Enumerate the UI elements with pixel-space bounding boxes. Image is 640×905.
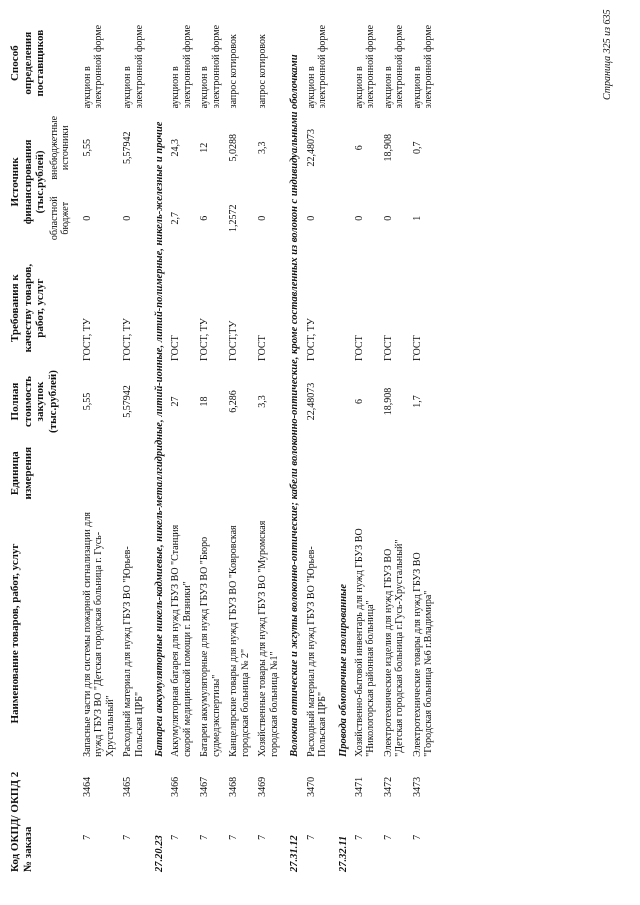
group-heading xyxy=(283,15,302,875)
row-kod: 7 xyxy=(170,834,182,840)
row-unit xyxy=(196,439,225,507)
row-unit xyxy=(351,439,380,507)
row-name: Хозяйственные товары для нужд ГБУЗ ВО "Муромская городская больница №1" xyxy=(257,520,280,757)
row-funding-vnb: 0,7 xyxy=(411,141,423,155)
group-code: 27.20.23 xyxy=(154,835,166,872)
group-heading xyxy=(148,15,167,875)
table-row xyxy=(119,15,148,875)
group-title: Волокна оптические и жгуты волоконно-оптические; кабели волоконно-оптические, кроме составленных из волокон с индивидуальными оболочками xyxy=(289,54,301,757)
row-kod: 7 xyxy=(382,834,394,840)
row-name: Электротехнические изделия для нужд ГБУЗ ВО "Детская городская больница г.Гусь-Хрустальный" xyxy=(382,539,406,757)
row-requirements: ГОСТ, ТУ xyxy=(81,318,93,361)
table-row xyxy=(303,15,332,875)
row-kod: 7 xyxy=(353,834,365,840)
row-unit xyxy=(167,439,196,507)
row-unit xyxy=(79,439,120,507)
row-funding-vnb: 12 xyxy=(199,142,211,153)
row-method: аукцион в электронной форме xyxy=(122,24,145,109)
row-full-cost: 6,286 xyxy=(228,390,240,413)
row-order-number: 3472 xyxy=(382,776,394,797)
row-funding-obl: 1 xyxy=(411,215,423,221)
row-order-number: 3467 xyxy=(199,776,211,797)
row-method: аукцион в электронной форме xyxy=(81,24,105,109)
header-requirements: Требования к качеству товаров, работ, услуг xyxy=(9,263,47,353)
row-funding-vnb: 22,48073 xyxy=(305,129,317,167)
group-heading xyxy=(332,15,351,875)
header-unit: Единица измерения xyxy=(9,446,34,500)
row-unit xyxy=(380,439,409,507)
row-method: аукцион в электронной форме xyxy=(353,24,377,109)
header-name: Наименование товаров, работ, услуг xyxy=(9,543,21,724)
row-requirements: ГОСТ, ТУ xyxy=(199,318,211,361)
row-unit xyxy=(303,439,332,507)
row-kod: 7 xyxy=(81,834,93,840)
row-funding-obl: 0 xyxy=(81,215,93,221)
row-kod: 7 xyxy=(122,834,134,840)
row-method: запрос котировок xyxy=(257,34,269,109)
table-row xyxy=(409,15,438,875)
row-name: Батареи аккумуляторные для нужд ГБУЗ ВО "Бюро судмедэкспертизы" xyxy=(199,536,222,757)
row-requirements: ГОСТ, ТУ xyxy=(122,318,134,361)
row-unit xyxy=(119,439,148,507)
row-unit xyxy=(225,439,254,507)
row-method: аукцион в электронной форме xyxy=(305,24,329,109)
row-kod: 7 xyxy=(257,834,269,840)
row-name: Расходный материал для нужд ГБУЗ ВО "Юрьев-Польская ЦРБ" xyxy=(122,546,145,757)
row-method: аукцион в электронной форме xyxy=(382,24,406,109)
row-order-number: 3468 xyxy=(228,776,240,797)
row-funding-obl: 0 xyxy=(257,215,269,221)
table-row xyxy=(351,15,380,875)
header-funding-obl: областной бюджет xyxy=(48,196,72,241)
table-row xyxy=(196,15,225,875)
row-requirements: ГОСТ xyxy=(257,335,269,361)
table-row xyxy=(167,15,196,875)
row-name: Хозяйственно-бытовой инвентарь для нужд ГБУЗ ВО "Никологорская районная больница" xyxy=(353,528,377,757)
row-funding-obl: 0 xyxy=(353,215,365,221)
header-kod: Код ОКПД/ ОКПД 2 № заказа xyxy=(9,771,34,872)
page-counter: Страница 325 из 635 xyxy=(602,9,613,100)
table-row xyxy=(79,15,120,875)
row-requirements: ГОСТ xyxy=(382,335,394,361)
row-requirements: ГОСТ xyxy=(170,335,182,361)
row-unit xyxy=(254,439,283,507)
header-method: Способ определения поставщиков xyxy=(9,29,47,97)
row-funding-obl: 2,7 xyxy=(170,212,182,225)
group-code: 27.31.12 xyxy=(289,835,301,872)
header-funding: Источник финансирования (тыс.рублей) xyxy=(9,139,47,225)
row-funding-vnb: 18,908 xyxy=(382,134,394,162)
row-order-number: 3470 xyxy=(305,776,317,797)
group-title: Провода обмоточные изолированные xyxy=(337,584,349,757)
row-funding-vnb: 24,3 xyxy=(170,139,182,157)
row-requirements: ГОСТ,ТУ xyxy=(228,320,240,361)
table-row xyxy=(225,15,254,875)
row-funding-vnb: 3,3 xyxy=(257,141,269,155)
row-funding-vnb: 6 xyxy=(353,145,365,151)
row-funding-obl: 0 xyxy=(382,215,394,221)
row-name: Расходный материал для нужд ГБУЗ ВО "Юрьев-Польская ЦРБ" xyxy=(305,546,329,757)
row-funding-vnb: 5,55 xyxy=(81,139,93,157)
row-method: аукцион в электронной форме xyxy=(199,24,222,109)
row-order-number: 3473 xyxy=(411,776,423,797)
row-full-cost: 22,48073 xyxy=(305,382,317,421)
row-kod: 7 xyxy=(228,834,240,840)
row-order-number: 3471 xyxy=(353,776,365,797)
row-full-cost: 5,57942 xyxy=(122,385,134,418)
row-full-cost: 5,55 xyxy=(81,392,93,411)
row-requirements: ГОСТ xyxy=(353,335,365,361)
row-full-cost: 27 xyxy=(170,396,182,407)
row-order-number: 3464 xyxy=(81,776,93,797)
row-name: Электротехнические товары для нужд ГБУЗ ВО "Городская больница №6 г.Владимира" xyxy=(411,552,435,757)
group-title: Батареи аккумуляторные никель-кадмиевые, никель-металлгидридные, литий-ионные, литий-полимерные, никель-железные и прочие xyxy=(154,121,166,757)
row-funding-obl: 1,2572 xyxy=(228,204,240,233)
row-order-number: 3466 xyxy=(170,776,182,797)
row-requirements: ГОСТ xyxy=(411,335,423,361)
row-kod: 7 xyxy=(199,834,211,840)
table-row xyxy=(254,15,283,875)
row-unit xyxy=(409,439,438,507)
group-code: 27.32.11 xyxy=(337,835,349,872)
row-full-cost: 18 xyxy=(199,396,211,407)
row-funding-obl: 0 xyxy=(305,215,317,221)
row-name: Аккумуляторная батарея для нужд ГБУЗ ВО "Станция скорой медицинской помощи г. Вязники" xyxy=(170,524,193,757)
row-kod: 7 xyxy=(411,834,423,840)
table-body xyxy=(73,15,438,875)
row-funding-obl: 0 xyxy=(122,215,134,221)
row-full-cost: 6 xyxy=(353,399,365,405)
row-full-cost: 18,908 xyxy=(382,387,394,416)
row-funding-obl: 6 xyxy=(199,215,211,221)
row-kod: 7 xyxy=(305,834,317,840)
header-full-cost: Полная стоимость закупок (тыс.рублей) xyxy=(9,370,59,433)
row-full-cost: 3,3 xyxy=(257,395,269,408)
row-name: Канцелярские товары для нужд ГБУЗ ВО "Ковровская городская больница № 2" xyxy=(228,525,251,757)
row-order-number: 3469 xyxy=(257,776,269,797)
row-full-cost: 1,7 xyxy=(411,395,423,408)
row-requirements: ГОСТ, ТУ xyxy=(305,318,317,361)
procurement-table xyxy=(8,15,438,875)
row-funding-vnb: 5,0288 xyxy=(228,134,240,162)
row-method: аукцион в электронной форме xyxy=(411,24,435,109)
row-funding-vnb: 5,57942 xyxy=(122,131,134,165)
row-name: Запасные части для системы пожарной сигнализации для нужд ГБУЗ ВО "Детская городская больница г. Гусь-Хрустальный" xyxy=(81,512,116,757)
row-method: запрос котировок xyxy=(228,34,240,109)
header-funding-vnb: внебюджетные источники xyxy=(48,115,72,180)
row-order-number: 3465 xyxy=(122,776,134,797)
row-method: аукцион в электронной форме xyxy=(170,24,193,109)
table-row xyxy=(380,15,409,875)
